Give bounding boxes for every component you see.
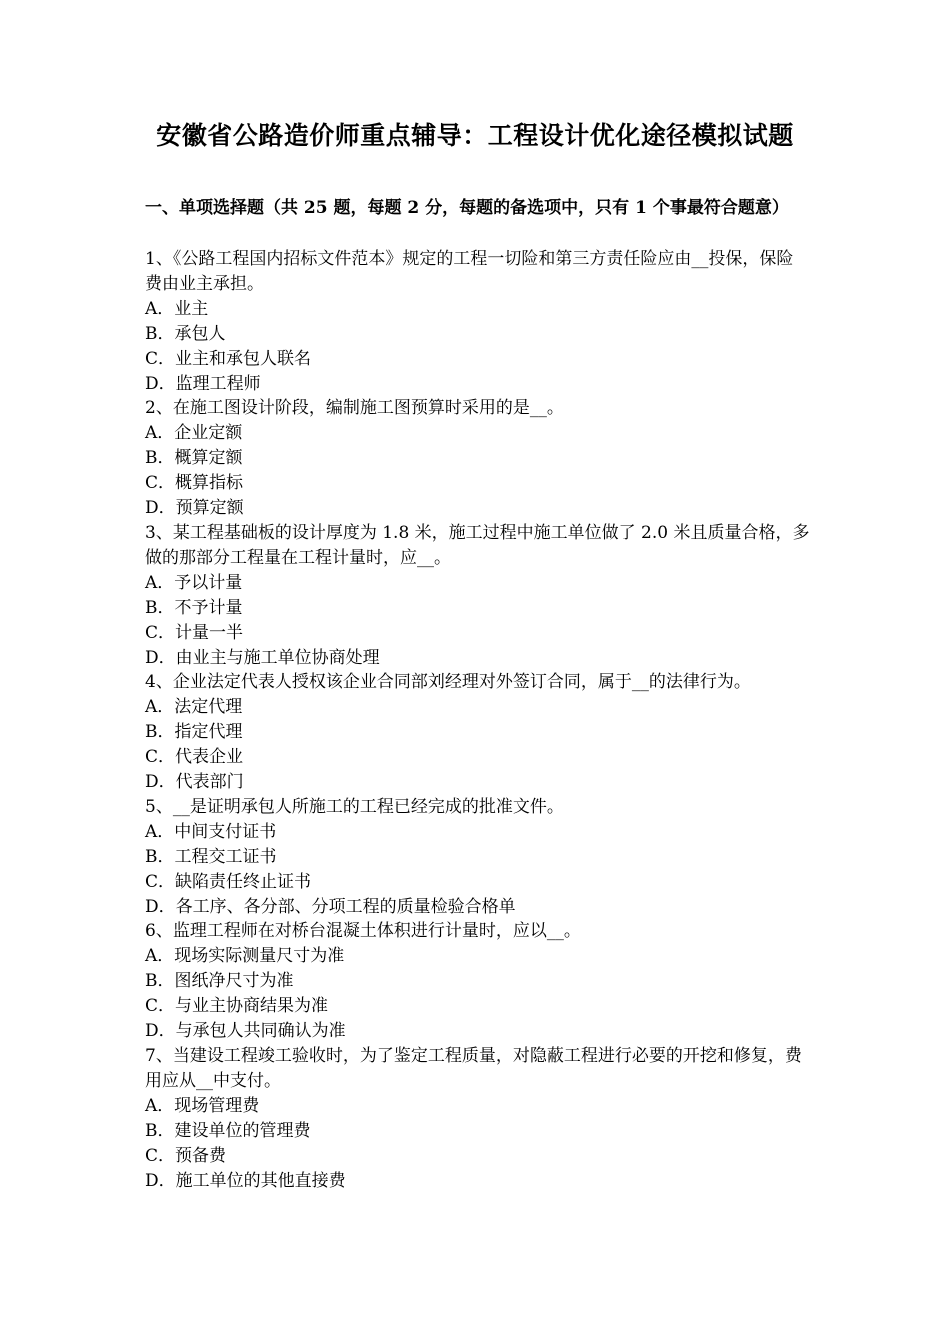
question-text: 6、监理工程师在对桥台混凝土体积进行计量时，应以__。 bbox=[145, 921, 581, 942]
question-block bbox=[145, 521, 810, 670]
question-text: 5、__是证明承包人所施工的工程已经完成的批准文件。 bbox=[145, 796, 564, 817]
option-b: B．图纸净尺寸为准 bbox=[145, 971, 294, 992]
option-a: A．予以计量 bbox=[145, 572, 243, 593]
option-c: C．与业主协商结果为准 bbox=[145, 996, 329, 1017]
option-b: B．承包人 bbox=[145, 323, 226, 344]
option-c: C．计量一半 bbox=[145, 622, 244, 643]
question-text: 3、某工程基础板的设计厚度为 1.8 米，施工过程中施工单位做了 2.0 米且质量合格，多做的那部分工程量在工程计量时，应__。 bbox=[145, 522, 810, 568]
option-a: A．企业定额 bbox=[145, 423, 243, 444]
option-b: B．不予计量 bbox=[145, 597, 243, 618]
question-text: 2、在施工图设计阶段，编制施工图预算时采用的是__。 bbox=[145, 398, 564, 419]
option-c: C．缺陷责任终止证书 bbox=[145, 871, 312, 892]
question-text: 4、企业法定代表人授权该企业合同部刘经理对外签订合同，属于__的法律行为。 bbox=[145, 672, 751, 693]
question-block bbox=[145, 396, 810, 521]
option-d: D．由业主与施工单位协商处理 bbox=[145, 647, 380, 668]
option-c: C．概算指标 bbox=[145, 473, 244, 494]
question-block bbox=[145, 670, 810, 795]
option-a: A．法定代理 bbox=[145, 697, 243, 718]
option-c: C．代表企业 bbox=[145, 747, 244, 768]
question-block bbox=[145, 1044, 810, 1193]
option-d: D．监理工程师 bbox=[145, 373, 261, 394]
option-b: B．建设单位的管理费 bbox=[145, 1120, 311, 1141]
question-text: 7、当建设工程竣工验收时，为了鉴定工程质量，对隐蔽工程进行必要的开挖和修复，费用应从__中支付。 bbox=[145, 1046, 802, 1091]
option-c: C．预备费 bbox=[145, 1145, 227, 1166]
option-d: D．各工序、各分部、分项工程的质量检验合格单 bbox=[145, 896, 516, 917]
option-d: D．与承包人共同确认为准 bbox=[145, 1021, 346, 1042]
option-b: B．指定代理 bbox=[145, 722, 243, 743]
option-b: B．概算定额 bbox=[145, 448, 243, 469]
question-block bbox=[145, 247, 810, 396]
option-d: D．施工单位的其他直接费 bbox=[145, 1170, 346, 1191]
option-a: A．中间支付证书 bbox=[145, 821, 277, 842]
question-block bbox=[145, 919, 810, 1044]
option-a: A．现场管理费 bbox=[145, 1095, 260, 1116]
document-title: 安徽省公路造价师重点辅导：工程设计优化途径模拟试题 bbox=[156, 121, 794, 150]
question-list bbox=[145, 247, 810, 1193]
section-heading: 一、单项选择题（共 25 题，每题 2 分，每题的备选项中，只有 1 个事最符合题意） bbox=[145, 198, 789, 218]
option-b: B．工程交工证书 bbox=[145, 846, 277, 867]
question-block bbox=[145, 795, 810, 920]
option-c: C．业主和承包人联名 bbox=[145, 348, 312, 369]
option-d: D．预算定额 bbox=[145, 498, 244, 519]
option-a: A．业主 bbox=[145, 298, 209, 319]
option-a: A．现场实际测量尺寸为准 bbox=[145, 946, 345, 967]
option-d: D．代表部门 bbox=[145, 772, 244, 793]
question-text: 1、《公路工程国内招标文件范本》规定的工程一切险和第三方责任险应由__投保，保险费由业主承担。 bbox=[145, 249, 794, 294]
